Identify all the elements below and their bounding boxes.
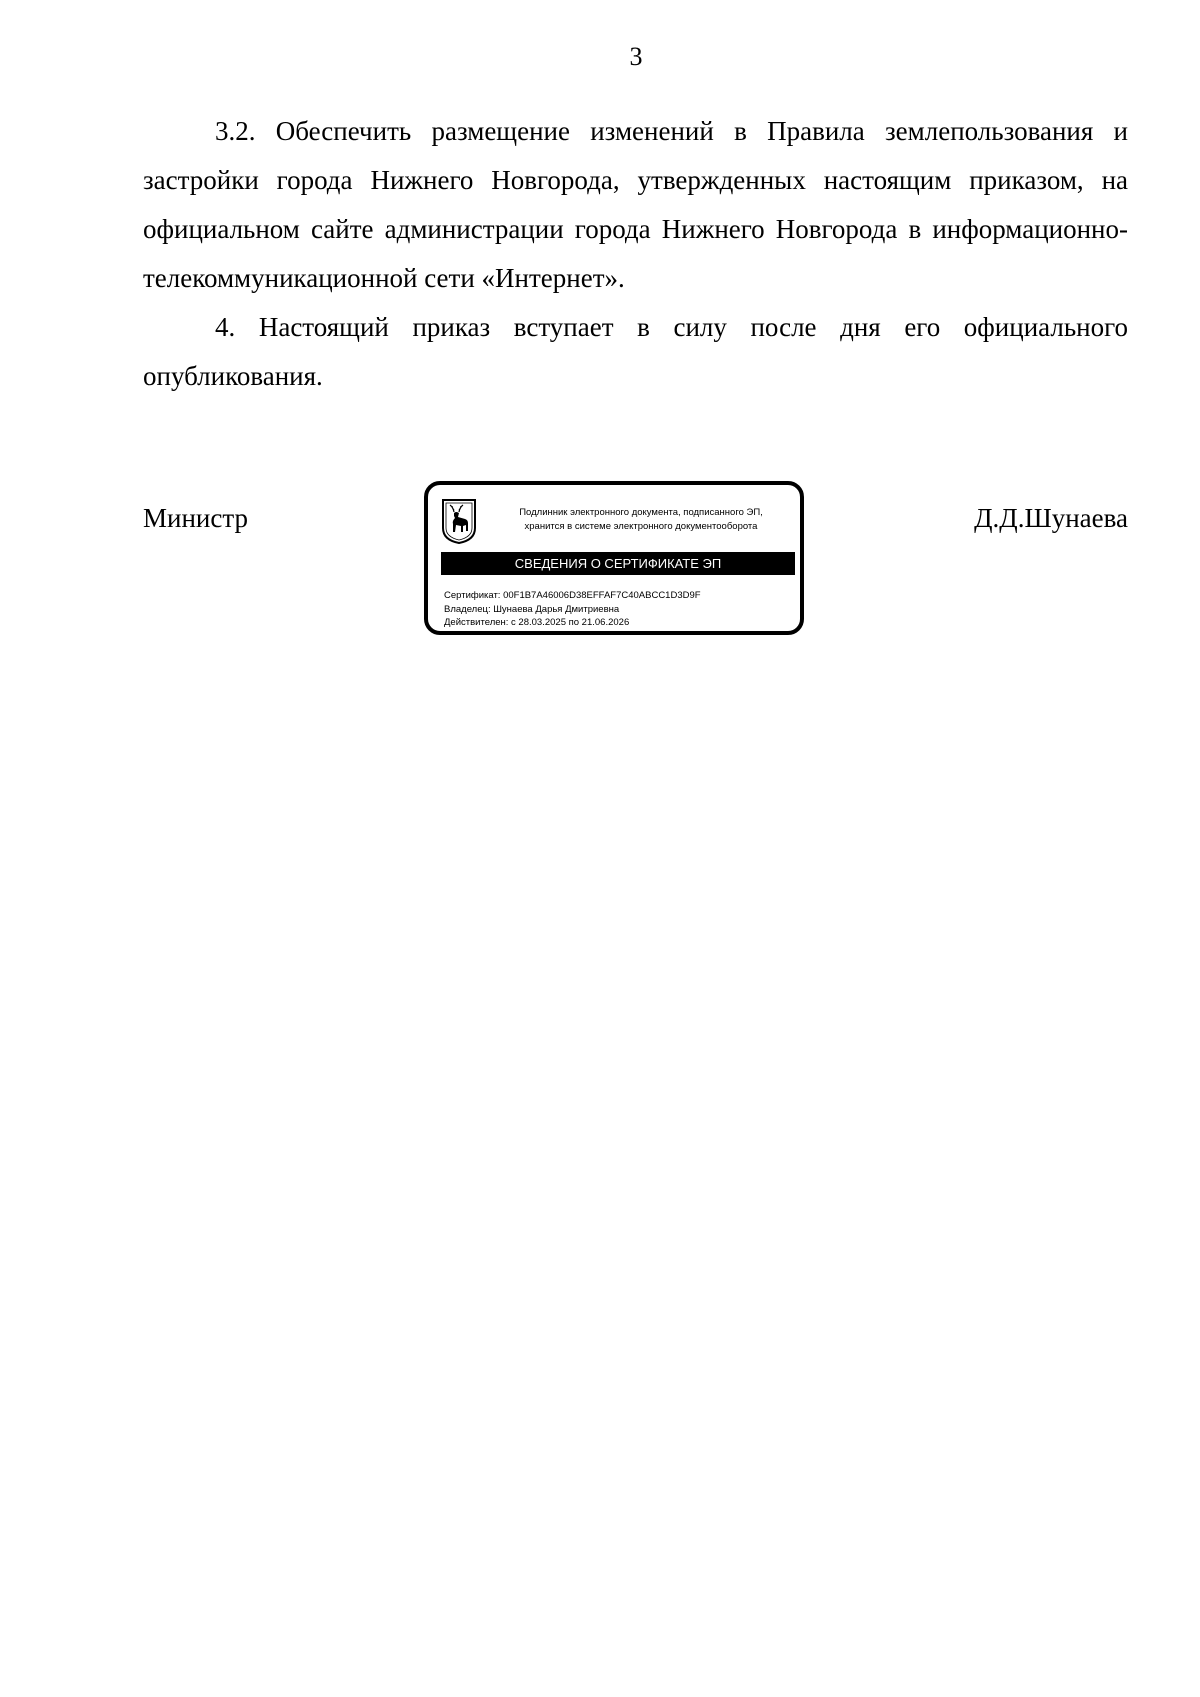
page-number: 3 bbox=[629, 42, 643, 71]
paragraph-4: 4. Настоящий приказ вступает в силу после дня его официального опубликования. bbox=[143, 312, 1128, 391]
stamp-note bbox=[486, 506, 796, 534]
paragraph-3-2: 3.2. Обеспечить размещение изменений в Правила землепользования и застройки города Нижнего Новгорода, утвержденных настоящим приказом, на официальном сайте администрации города Нижнего Новгорода в информационно-телекоммуникационной сети «Интернет». bbox=[143, 116, 1128, 293]
coat-of-arms-icon bbox=[441, 498, 477, 544]
stamp-banner: СВЕДЕНИЯ О СЕРТИФИКАТЕ ЭП bbox=[441, 552, 795, 575]
certificate-validity: Действителен: с 28.03.2025 по 21.06.2026 bbox=[444, 617, 630, 628]
signer-name: Д.Д.Шунаева bbox=[974, 503, 1128, 533]
certificate-details bbox=[444, 589, 794, 630]
signer-position: Министр bbox=[143, 503, 248, 533]
certificate-owner: Владелец: Шунаева Дарья Дмитриевна bbox=[444, 603, 620, 615]
stamp-note-line: Подлинник электронного документа, подписанного ЭП, bbox=[519, 507, 763, 518]
electronic-signature-stamp bbox=[424, 481, 804, 635]
certificate-number: Сертификат: 00F1B7A46006D38EFFAF7C40ABCC1D3D9F bbox=[444, 590, 701, 601]
stamp-note-line: хранится в системе электронного документооборота bbox=[524, 521, 758, 532]
document-body bbox=[143, 107, 1128, 401]
